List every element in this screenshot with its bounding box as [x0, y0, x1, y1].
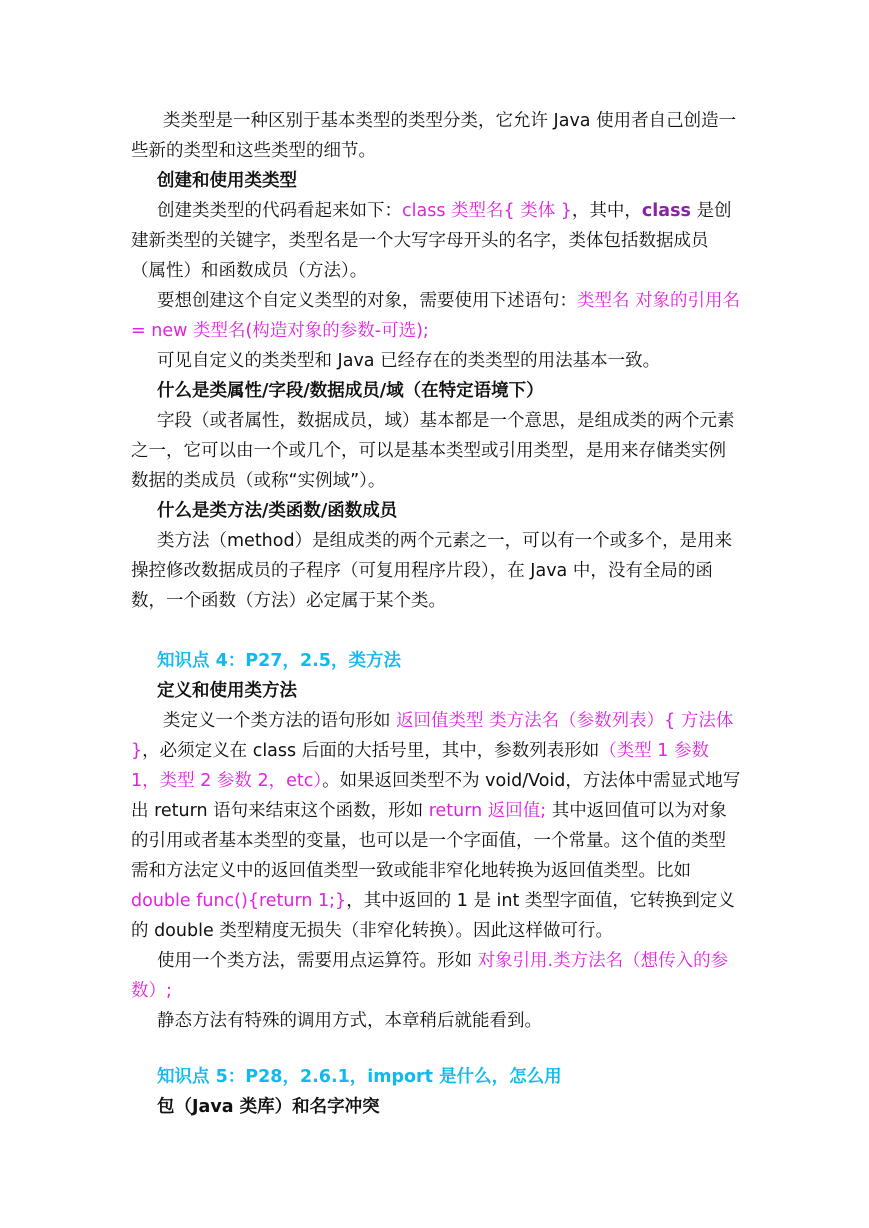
code-param-list: （类型 1 参数 1，类型 2 参数 2，etc）	[131, 741, 709, 791]
paragraph-create-class-syntax: 创建类类型的代码看起来如下：class 类型名{ 类体 }，其中，class 是创建新类型的关键字，类型名是一个大写字母开头的名字，类体包括数据成员（属性）和函数成员（方法）。	[131, 201, 732, 281]
code-double-func: double func(){return 1;}	[131, 891, 347, 911]
code-object-creation: 类型名 对象的引用名 = new 类型名(构造对象的参数-可选);	[131, 291, 741, 341]
code-class-syntax: class 类型名{ 类体 }	[402, 201, 572, 221]
paragraph-class-type-intro: 类类型是一种区别于基本类型的类型分类，它允许 Java 使用者自己创造一些新的类型和这些类型的细节。	[131, 111, 737, 161]
heading-packages-name-conflicts: 包（Java 类库）和名字冲突	[157, 1097, 380, 1117]
heading-class-fields: 什么是类属性/字段/数据成员/域（在特定语境下）	[157, 381, 544, 401]
paragraph-method-call: 使用一个类方法，需要用点运算符。形如 对象引用.类方法名（想传入的参数）;	[131, 951, 729, 1001]
heading-create-use-class-type: 创建和使用类类型	[157, 171, 297, 191]
code-return-statement: return 返回值;	[428, 801, 547, 821]
code-method-call: 对象引用.类方法名（想传入的参数）;	[131, 951, 729, 1001]
keyword-class: class	[641, 201, 691, 221]
paragraph-fields-explained: 字段（或者属性，数据成员，域）基本都是一个意思，是组成类的两个元素之一，它可以由一个或几个，可以是基本类型或引用类型，是用来存储类实例数据的类成员（或称“实例域”）。	[131, 411, 735, 491]
paragraph-create-object: 要想创建这个自定义类型的对象，需要使用下述语句：类型名 对象的引用名 = new 类型名(构造对象的参数-可选);	[131, 291, 741, 341]
paragraph-usage-consistent: 可见自定义的类类型和 Java 已经存在的类类型的用法基本一致。	[157, 351, 661, 371]
heading-define-use-methods: 定义和使用类方法	[157, 681, 297, 701]
knowledge-point-5: 知识点 5：P28，2.6.1，import 是什么，怎么用	[157, 1067, 562, 1087]
paragraph-static-methods: 静态方法有特殊的调用方式，本章稍后就能看到。	[157, 1011, 542, 1031]
heading-class-methods: 什么是类方法/类函数/函数成员	[157, 501, 398, 521]
paragraph-method-definition: 类定义一个类方法的语句形如 返回值类型 类方法名（参数列表）{ 方法体 }，必须定义在 class 后面的大括号里，其中，参数列表形如（类型 1 参数 1，类型 2 参数 2，etc）。如果返回类型不为 void/Void，方法体中需显式地写出 return 语句来结束这个函数，形如 return 返回值; 其中返回值可以为对象的引用或者基本类型的变量，也可以是一个字面值，一个常量。这个值的类型需和方法定义中的返回值类型一致或能非窄化地转换为返回值类型。比如 double func(){return 1;}，其中返回的 1 是 int 类型字面值，它转换到定义的 double 类型精度无损失（非窄化转换）。因此这样做可行。	[131, 711, 741, 941]
paragraph-methods-explained: 类方法（method）是组成类的两个元素之一，可以有一个或多个，是用来操控修改数据成员的子程序（可复用程序片段），在 Java 中，没有全局的函数，一个函数（方法）必定属于某个类。	[131, 531, 733, 611]
knowledge-point-4: 知识点 4：P27，2.5，类方法	[157, 651, 401, 671]
code-method-syntax: 返回值类型 类方法名（参数列表）{ 方法体 }	[131, 711, 734, 761]
